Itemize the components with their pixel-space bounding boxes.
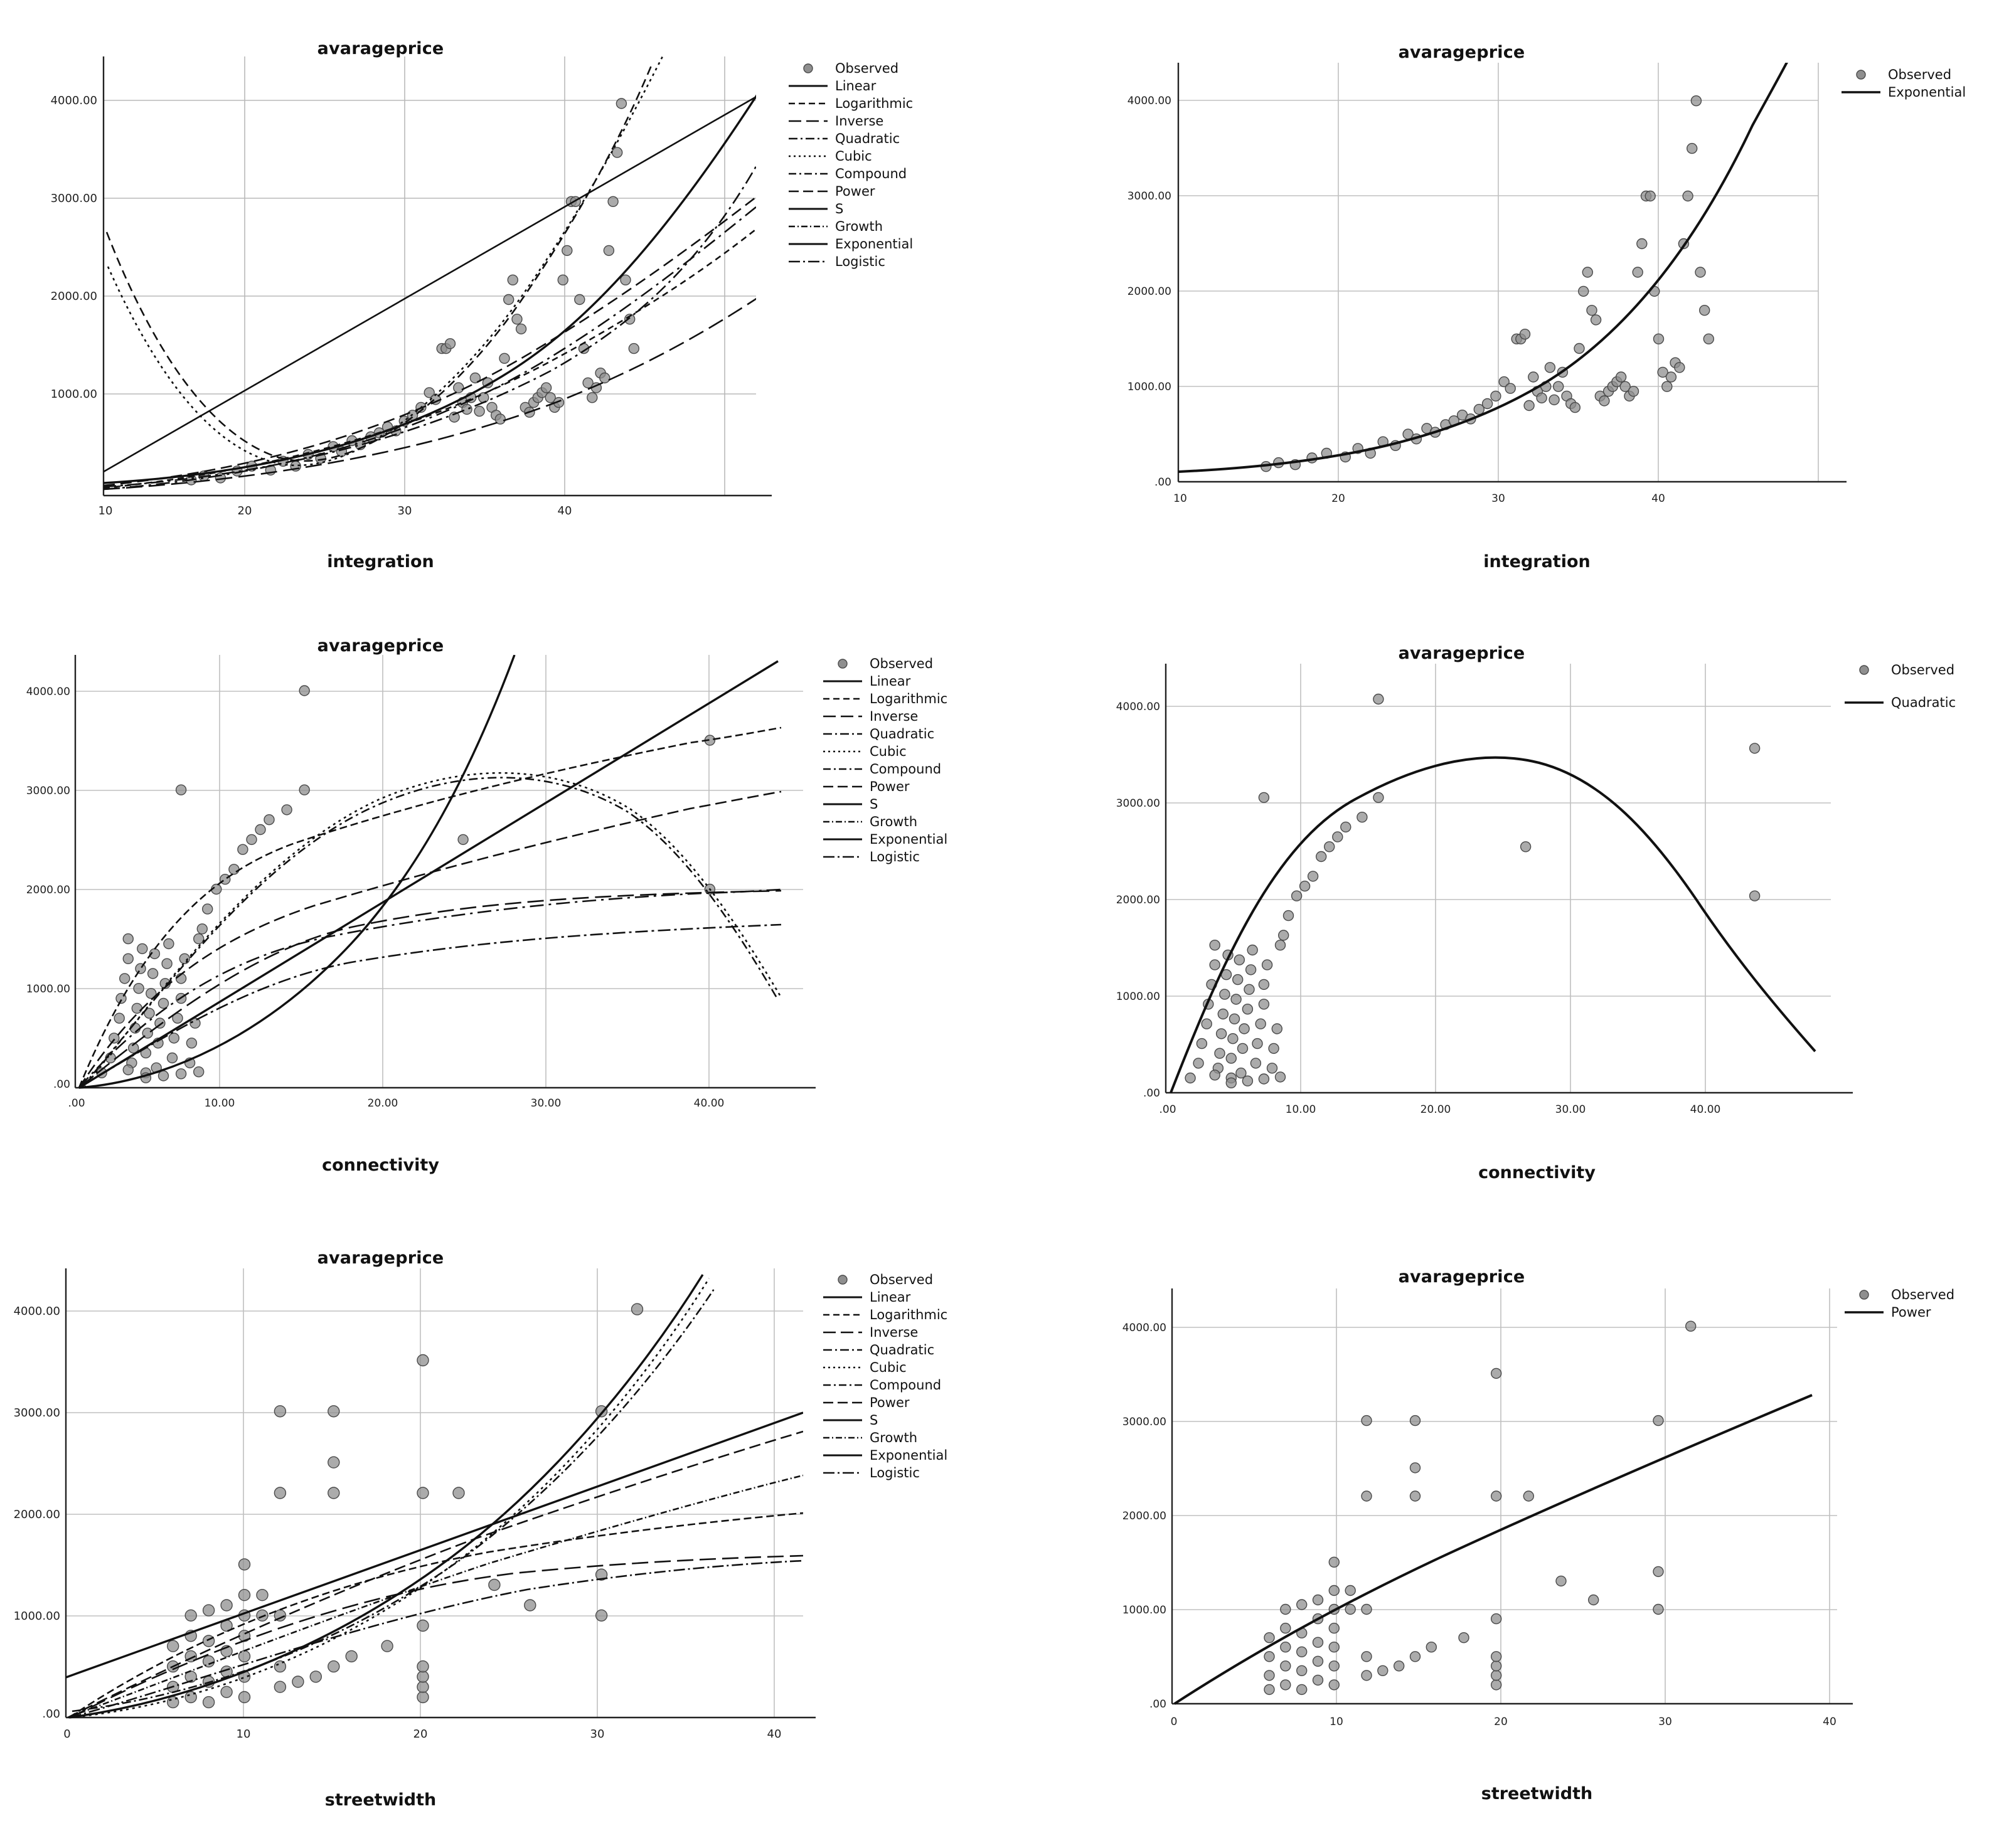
legend-label: Linear xyxy=(870,1289,911,1305)
plot-area xyxy=(1037,1282,1928,1784)
legend-label: Logistic xyxy=(870,849,920,864)
observed-marker-icon xyxy=(1840,68,1882,81)
line-style-icon xyxy=(787,185,829,198)
observed-marker-icon xyxy=(1843,664,1885,676)
legend-label: Exponential xyxy=(870,1447,948,1463)
chart-panel-connectivity-quadratic xyxy=(1000,616,1999,1232)
legend xyxy=(1840,66,1966,101)
xtick-label: 30.00 xyxy=(1555,1103,1586,1116)
legend-label: Quadratic xyxy=(870,1342,935,1357)
line-style-icon xyxy=(1843,696,1885,709)
ytick-label: 2000.00 xyxy=(26,884,70,896)
legend-label: Power xyxy=(870,1394,910,1410)
legend-item-power[interactable] xyxy=(1843,1304,1954,1321)
ytick-label: 1000.00 xyxy=(13,1610,60,1623)
xtick-label: 30.00 xyxy=(530,1097,562,1110)
legend-label: Growth xyxy=(870,1430,918,1445)
xtick-label: 40 xyxy=(557,504,572,518)
ytick-label: 4000.00 xyxy=(1116,701,1160,713)
legend-label: Compound xyxy=(870,1377,942,1393)
legend-label: Cubic xyxy=(870,1359,907,1375)
legend-item-observed[interactable] xyxy=(1840,66,1966,83)
legend-item-quadratic[interactable] xyxy=(822,725,947,743)
ytick-label: .00 xyxy=(42,1707,60,1721)
legend-label: Growth xyxy=(870,814,918,829)
legend-label: Observed xyxy=(870,656,934,671)
legend-item-logarithmic[interactable] xyxy=(822,690,947,708)
legend-item-observed[interactable] xyxy=(1843,661,1956,679)
chart-title: avarageprice xyxy=(1398,644,1525,663)
line-style-icon xyxy=(787,97,829,110)
line-style-icon xyxy=(787,220,829,233)
xtick-label: 10.00 xyxy=(204,1097,235,1110)
xtick-label: 30 xyxy=(397,504,412,518)
xtick-label: 20 xyxy=(1494,1716,1508,1728)
line-style-icon xyxy=(787,132,829,145)
plot-area xyxy=(0,1262,828,1776)
observed-marker-icon xyxy=(787,62,829,75)
xtick-label: 30 xyxy=(1658,1716,1672,1728)
line-style-icon xyxy=(822,1291,863,1304)
legend-item-inverse[interactable] xyxy=(822,1324,947,1341)
legend-label: Quadratic xyxy=(870,726,935,741)
line-style-icon xyxy=(787,203,829,215)
xtick-label: 40 xyxy=(1651,492,1665,505)
legend-label: Inverse xyxy=(870,1324,919,1340)
ytick-label: 3000.00 xyxy=(26,785,70,797)
ytick-label: 3000.00 xyxy=(1122,1416,1166,1428)
legend-item-exponential[interactable] xyxy=(822,831,947,848)
legend-label: Observed xyxy=(1888,66,1952,82)
line-style-icon xyxy=(822,780,863,793)
legend-item-linear[interactable] xyxy=(822,1288,947,1306)
legend-item-exponential[interactable] xyxy=(787,235,913,253)
ytick-label: .00 xyxy=(1154,476,1171,489)
legend-item-observed[interactable] xyxy=(822,655,947,672)
line-style-icon xyxy=(822,851,863,863)
line-style-icon xyxy=(787,80,829,92)
legend-item-cubic[interactable] xyxy=(787,147,913,165)
line-style-icon xyxy=(787,150,829,162)
legend-label: Inverse xyxy=(870,708,919,724)
chart-panel-connectivity-all-models xyxy=(0,616,1000,1232)
legend-item-quadratic[interactable] xyxy=(822,1341,947,1359)
xtick-label: 0 xyxy=(1170,1716,1178,1728)
legend-label: S xyxy=(870,796,878,812)
xtick-label: 40.00 xyxy=(693,1097,725,1110)
legend-item-s[interactable] xyxy=(822,795,947,813)
line-style-icon xyxy=(822,1414,863,1426)
legend-label: Logarithmic xyxy=(870,691,948,706)
legend-label: Inverse xyxy=(835,113,884,129)
ytick-label: 3000.00 xyxy=(50,192,97,205)
xtick-label: 40 xyxy=(1823,1716,1836,1728)
legend-label: Quadratic xyxy=(835,130,900,146)
line-style-icon xyxy=(822,1379,863,1391)
ytick-label: 4000.00 xyxy=(1127,95,1171,107)
legend-item-cubic[interactable] xyxy=(822,1359,947,1376)
legend-item-quadratic[interactable] xyxy=(1843,694,1956,711)
legend-label: Linear xyxy=(835,78,877,93)
xtick-label: 0 xyxy=(63,1728,71,1741)
ytick-label: 1000.00 xyxy=(1122,1604,1166,1617)
xtick-label: 40.00 xyxy=(1690,1103,1721,1116)
legend-item-logarithmic[interactable] xyxy=(822,1306,947,1324)
xtick-label: .00 xyxy=(1159,1103,1176,1116)
legend-item-compound[interactable] xyxy=(822,760,947,778)
x-axis-label: integration xyxy=(1483,552,1591,571)
legend-label: Cubic xyxy=(835,148,872,164)
chart-title: avarageprice xyxy=(317,636,444,656)
ytick-label: .00 xyxy=(53,1078,70,1091)
legend-item-exponential[interactable] xyxy=(1840,83,1966,101)
x-axis-label: streetwidth xyxy=(1481,1784,1593,1803)
legend-label: Compound xyxy=(870,761,942,777)
line-style-icon xyxy=(822,1467,863,1479)
chart-title: avarageprice xyxy=(1398,1267,1525,1287)
line-style-icon xyxy=(822,1326,863,1339)
legend-label: Exponential xyxy=(835,236,914,252)
legend-label: Compound xyxy=(835,166,907,181)
legend-label: S xyxy=(835,201,844,216)
legend-item-s[interactable] xyxy=(822,1411,947,1429)
xtick-label: 30 xyxy=(1491,492,1505,505)
line-style-icon xyxy=(822,1431,863,1444)
line-style-icon xyxy=(822,763,863,775)
line-style-icon xyxy=(1840,86,1882,98)
line-style-icon xyxy=(822,693,863,705)
line-style-icon xyxy=(822,675,863,688)
ytick-label: 4000.00 xyxy=(13,1305,60,1318)
ytick-label: 2000.00 xyxy=(1122,1510,1166,1522)
plot-area xyxy=(1037,56,1928,552)
xtick-label: 30 xyxy=(590,1728,605,1741)
ytick-label: 1000.00 xyxy=(50,388,97,401)
line-style-icon xyxy=(822,1344,863,1356)
legend-item-logistic[interactable] xyxy=(787,253,913,270)
ytick-label: 3000.00 xyxy=(13,1406,60,1420)
chart-title: avarageprice xyxy=(317,1248,444,1268)
legend-item-power[interactable] xyxy=(822,778,947,795)
legend-label: Logarithmic xyxy=(835,95,914,111)
plot-area xyxy=(0,50,828,546)
chart-panel-streetwidth-all-models xyxy=(0,1232,1000,1848)
legend-item-compound[interactable] xyxy=(787,165,913,183)
legend-item-power[interactable] xyxy=(822,1394,947,1411)
xtick-label: 10 xyxy=(1173,492,1187,505)
ytick-label: 1000.00 xyxy=(26,983,70,996)
line-style-icon xyxy=(822,833,863,846)
chart-panel-streetwidth-power xyxy=(1000,1232,1999,1848)
legend xyxy=(1843,661,1956,711)
legend xyxy=(1843,1286,1954,1321)
legend-label: Exponential xyxy=(1888,84,1966,100)
xtick-label: .00 xyxy=(68,1097,85,1110)
line-style-icon xyxy=(822,1361,863,1374)
xtick-label: 20 xyxy=(237,504,252,518)
chart-title: avarageprice xyxy=(317,39,444,58)
xtick-label: 20.00 xyxy=(1420,1103,1451,1116)
legend-item-inverse[interactable] xyxy=(822,708,947,725)
x-axis-label: integration xyxy=(327,552,434,571)
legend-label: Growth xyxy=(835,218,883,234)
line-style-icon xyxy=(822,710,863,723)
line-style-icon xyxy=(822,728,863,740)
line-style-icon xyxy=(822,1309,863,1321)
line-style-icon xyxy=(1843,1306,1885,1319)
ytick-label: 2000.00 xyxy=(13,1508,60,1521)
legend-item-inverse[interactable] xyxy=(787,112,913,130)
legend-item-exponential[interactable] xyxy=(822,1447,947,1464)
xtick-label: 20 xyxy=(413,1728,428,1741)
ytick-label: 4000.00 xyxy=(1122,1322,1166,1334)
chart-title: avarageprice xyxy=(1398,43,1525,62)
legend-label: Logistic xyxy=(870,1465,920,1480)
legend-label: Observed xyxy=(1891,662,1955,677)
line-style-icon xyxy=(787,238,829,250)
legend-item-linear[interactable] xyxy=(787,77,913,95)
ytick-label: 3000.00 xyxy=(1127,190,1171,203)
legend-item-logistic[interactable] xyxy=(822,1464,947,1482)
legend-label: Quadratic xyxy=(1891,694,1956,710)
legend-item-logistic[interactable] xyxy=(822,848,947,866)
legend-item-growth[interactable] xyxy=(822,1429,947,1447)
legend-label: Logarithmic xyxy=(870,1307,948,1322)
x-axis-label: connectivity xyxy=(1478,1163,1596,1182)
legend-label: Exponential xyxy=(870,831,948,847)
xtick-label: 10 xyxy=(1330,1716,1343,1728)
ytick-label: 2000.00 xyxy=(50,290,97,303)
ytick-label: 4000.00 xyxy=(26,686,70,698)
legend-item-observed[interactable] xyxy=(1843,1286,1954,1304)
legend xyxy=(822,1271,947,1482)
observed-marker-icon xyxy=(822,657,863,670)
line-style-icon xyxy=(787,167,829,180)
xtick-label: 10 xyxy=(98,504,113,518)
legend xyxy=(822,655,947,866)
ytick-label: 1000.00 xyxy=(1116,990,1160,1003)
legend-item-compound[interactable] xyxy=(822,1376,947,1394)
chart-panel-integration-all-models xyxy=(0,0,1000,616)
line-style-icon xyxy=(822,1396,863,1409)
xtick-label: 10 xyxy=(236,1728,251,1741)
xtick-label: 10.00 xyxy=(1285,1103,1316,1116)
line-style-icon xyxy=(822,798,863,810)
ytick-label: .00 xyxy=(1143,1087,1160,1100)
legend-label: Power xyxy=(870,778,910,794)
line-style-icon xyxy=(822,1449,863,1462)
legend-item-observed[interactable] xyxy=(787,60,913,77)
legend-label: Power xyxy=(835,183,875,199)
ytick-label: 2000.00 xyxy=(1116,894,1160,906)
xtick-label: 40 xyxy=(767,1728,782,1741)
line-style-icon xyxy=(822,745,863,758)
legend-item-growth[interactable] xyxy=(787,218,913,235)
legend-item-growth[interactable] xyxy=(822,813,947,831)
plot-area xyxy=(0,649,828,1150)
chart-panel-integration-exponential xyxy=(1000,0,1999,616)
ytick-label: 1000.00 xyxy=(1127,381,1171,393)
legend-item-cubic[interactable] xyxy=(822,743,947,760)
legend-label: Cubic xyxy=(870,743,907,759)
xtick-label: 20.00 xyxy=(367,1097,398,1110)
line-style-icon xyxy=(787,255,829,268)
legend-item-logarithmic[interactable] xyxy=(787,95,913,112)
ytick-label: 3000.00 xyxy=(1116,797,1160,810)
legend-item-s[interactable] xyxy=(787,200,913,218)
legend-item-quadratic[interactable] xyxy=(787,130,913,147)
ytick-label: 4000.00 xyxy=(50,94,97,107)
legend-label: S xyxy=(870,1412,878,1428)
observed-marker-icon xyxy=(1843,1288,1885,1301)
legend-label: Observed xyxy=(1891,1287,1955,1302)
x-axis-label: connectivity xyxy=(322,1155,439,1175)
legend-item-power[interactable] xyxy=(787,183,913,200)
ytick-label: .00 xyxy=(1149,1698,1166,1711)
legend-label: Power xyxy=(1891,1304,1931,1320)
legend-label: Linear xyxy=(870,673,911,689)
xtick-label: 20 xyxy=(1331,492,1345,505)
line-style-icon xyxy=(822,815,863,828)
x-axis-label: streetwidth xyxy=(324,1790,437,1810)
legend xyxy=(787,60,913,270)
observed-marker-icon xyxy=(822,1273,863,1286)
legend-label: Observed xyxy=(870,1272,934,1287)
line-style-icon xyxy=(787,115,829,127)
ytick-label: 2000.00 xyxy=(1127,285,1171,298)
legend-item-linear[interactable] xyxy=(822,672,947,690)
legend-label: Logistic xyxy=(835,253,885,269)
plot-area xyxy=(1037,657,1928,1159)
legend-label: Observed xyxy=(835,60,899,76)
legend-item-observed[interactable] xyxy=(822,1271,947,1288)
